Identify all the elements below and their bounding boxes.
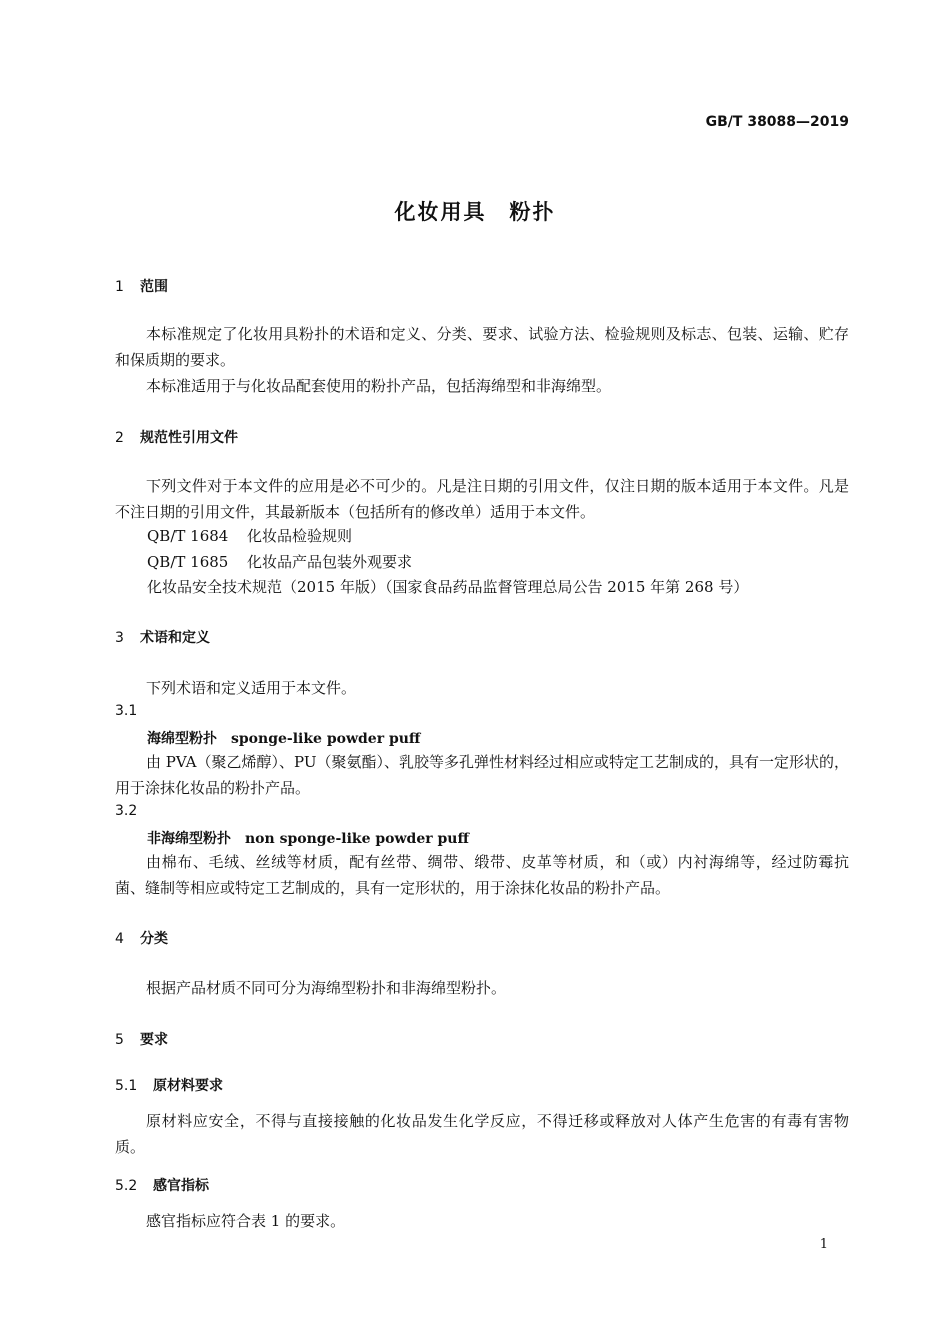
scope-paragraph-1: 本标准规定了化妆用具粉扑的术语和定义、分类、要求、试验方法、检验规则及标志、包装、运输、贮存和保质期的要求。 (115, 325, 849, 369)
clause-number-3-1: 3.1 (115, 703, 138, 719)
standard-number: GB/T 38088—2019 (705, 114, 849, 130)
section-title: 分类 (140, 931, 168, 947)
section-number: 1 (115, 279, 124, 295)
scope-paragraph-2: 本标准适用于与化妆品配套使用的粉扑产品，包括海绵型和非海绵型。 (146, 377, 612, 395)
reference-title: 化妆品产品包装外观要求 (247, 553, 413, 571)
sensory-text: 感官指标应符合表 1 的要求。 (146, 1212, 346, 1230)
term-non-sponge-like (147, 828, 469, 848)
term-en: non sponge-like powder puff (245, 831, 469, 847)
terms-intro: 下列术语和定义适用于本文件。 (146, 679, 357, 697)
reference-item (147, 525, 352, 546)
subsection-sensory-heading (115, 1175, 209, 1195)
raw-materials-text: 原材料应安全，不得与直接接触的化妆品发生化学反应，不得迁移或释放对人体产生危害的有毒有害物质。 (115, 1112, 849, 1156)
reference-item-cosmetics-safety-spec: 化妆品安全技术规范（2015 年版）（国家食品药品监督管理总局公告 2015 年第 268 号） (147, 578, 749, 596)
reference-code: QB/T 1684 (147, 527, 229, 545)
reference-item (147, 551, 412, 572)
reference-code: QB/T 1685 (147, 553, 229, 571)
section-number: 2 (115, 430, 124, 446)
classification-text: 根据产品材质不同可分为海绵型粉扑和非海绵型粉扑。 (146, 979, 507, 997)
section-classification-heading (115, 928, 168, 948)
section-terms-heading (115, 627, 210, 647)
section-title: 术语和定义 (140, 630, 210, 646)
clause-number-3-2: 3.2 (115, 803, 138, 819)
term-cn: 海绵型粉扑 (147, 731, 217, 747)
page-number: 1 (819, 1237, 828, 1252)
section-title: 要求 (140, 1032, 168, 1048)
term-cn: 非海绵型粉扑 (147, 831, 231, 847)
section-number: 5 (115, 1032, 124, 1048)
section-title: 范围 (140, 279, 168, 295)
subsection-title: 原材料要求 (153, 1078, 223, 1094)
document-title: 化妆用具 粉扑 (394, 200, 556, 224)
section-number: 3 (115, 630, 124, 646)
section-number: 4 (115, 931, 124, 947)
definition-non-sponge-like: 由棉布、毛绒、丝绒等材质，配有丝带、绸带、缎带、皮革等材质，和（或）内衬海绵等，经过防霉抗菌、缝制等相应或特定工艺制成的，具有一定形状的，用于涂抹化妆品的粉扑产品。 (115, 853, 849, 897)
references-intro: 下列文件对于本文件的应用是必不可少的。凡是注日期的引用文件，仅注日期的版本适用于本文件。凡是不注日期的引用文件，其最新版本（包括所有的修改单）适用于本文件。 (115, 477, 849, 521)
section-requirements-heading (115, 1029, 168, 1049)
term-sponge-like (147, 728, 420, 748)
term-en: sponge-like powder puff (231, 731, 421, 747)
subsection-raw-materials-heading (115, 1075, 223, 1095)
reference-title: 化妆品检验规则 (247, 527, 353, 545)
subsection-number: 5.2 (115, 1178, 138, 1194)
section-title: 规范性引用文件 (140, 430, 238, 446)
definition-sponge-like: 由 PVA（聚乙烯醇）、PU（聚氨酯）、乳胶等多孔弹性材料经过相应或特定工艺制成的，具有一定形状的，用于涂抹化妆品的粉扑产品。 (115, 753, 849, 797)
section-scope-heading (115, 276, 168, 296)
section-references-heading (115, 427, 238, 447)
subsection-title: 感官指标 (153, 1178, 209, 1194)
subsection-number: 5.1 (115, 1078, 138, 1094)
